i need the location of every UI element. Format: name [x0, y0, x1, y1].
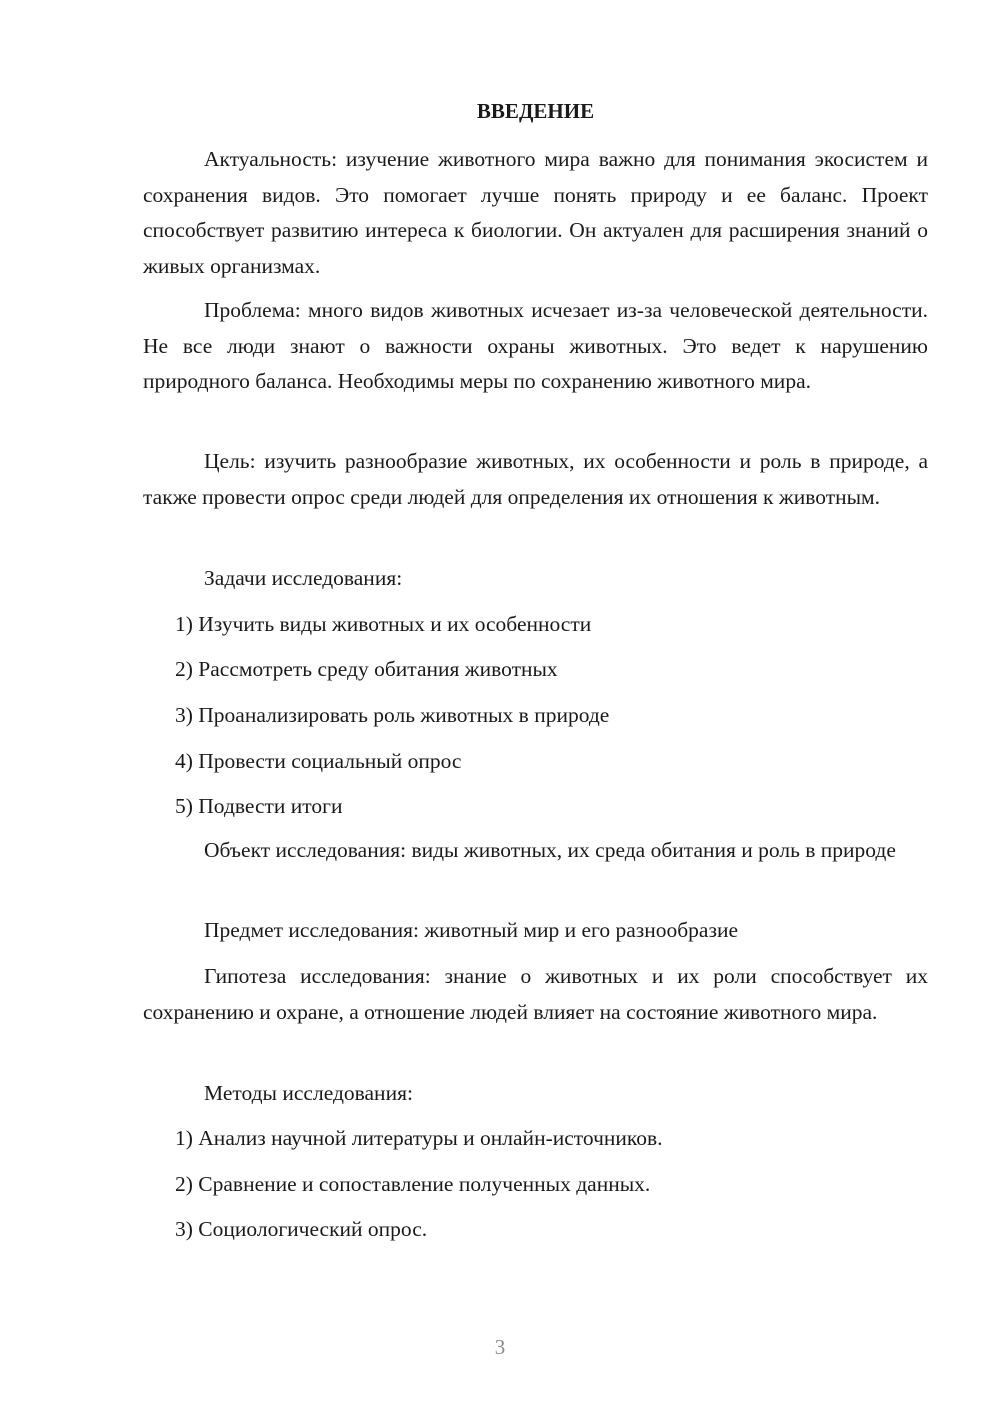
task-item: 1) Изучить виды животных и их особенности [175, 612, 592, 636]
task-item: 4) Провести социальный опрос [175, 749, 462, 773]
task-item: 2) Рассмотреть среду обитания животных [175, 657, 558, 681]
page-number: 3 [494, 1335, 506, 1359]
method-item: 3) Социологический опрос. [175, 1217, 428, 1241]
tasks-label: Задачи исследования: [204, 566, 403, 590]
object-paragraph: Объект исследования: виды животных, их среда обитания и роль в природе [204, 838, 896, 862]
hypothesis-paragraph: Гипотеза исследования: знание о животных и их роли способствует их сохранению и охране, а отношение людей влияет на состояние животного мира. [143, 964, 928, 1024]
subject-paragraph: Предмет исследования: животный мир и его разнообразие [204, 918, 739, 942]
problem-paragraph: Проблема: много видов животных исчезает из-за человеческой деятельности. Не все люди знают о важности охраны животных. Это ведет к нарушению природного баланса. Необходимы меры по сохранению животного мира. [143, 298, 928, 393]
relevance-paragraph: Актуальность: изучение животного мира важно для понимания экосистем и сохранения видов. Это помогает лучше понять природу и ее баланс. Проект способствует развитию интереса к биологии. Он актуален для расширения знаний о живых организмах. [143, 147, 928, 278]
method-item: 2) Сравнение и сопоставление полученных данных. [175, 1172, 651, 1196]
method-item: 1) Анализ научной литературы и онлайн-источников. [175, 1126, 663, 1150]
task-item: 3) Проанализировать роль животных в природе [175, 703, 610, 727]
goal-paragraph: Цель: изучить разнообразие животных, их особенности и роль в природе, а также провести опрос среди людей для определения их отношения к животным. [143, 449, 928, 509]
section-title: ВВЕДЕНИЕ [476, 99, 595, 123]
methods-label: Методы исследования: [204, 1081, 413, 1105]
task-item: 5) Подвести итоги [175, 794, 343, 818]
